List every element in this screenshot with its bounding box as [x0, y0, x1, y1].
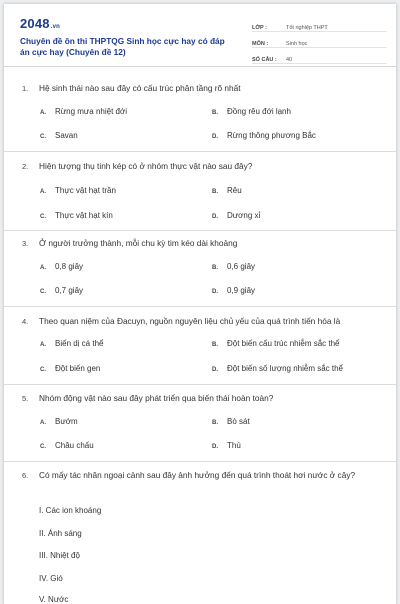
question-number: 5.: [22, 394, 29, 403]
question-text: Hiện tượng thụ tinh kép có ở nhóm thực vật nào sau đây?: [39, 161, 253, 171]
answer-option[interactable]: A. Rừng mưa nhiệt đới: [40, 107, 127, 116]
statement-item: IV. Gió: [39, 574, 63, 583]
statement-item: V. Nước: [39, 595, 69, 604]
meta-row-count: [252, 49, 387, 64]
question-text: Hệ sinh thái nào sau đây có cấu trúc phân tầng rõ nhất: [39, 83, 241, 93]
answer-option[interactable]: A. Biến dị cá thể: [40, 339, 104, 348]
answer-option[interactable]: C. Savan: [40, 131, 78, 140]
answer-option[interactable]: A. Thực vật hạt trần: [40, 186, 116, 195]
answer-option[interactable]: D. Thú: [212, 441, 241, 450]
answer-option[interactable]: B. Đồng rêu đới lạnh: [212, 107, 291, 116]
question-divider: [4, 306, 396, 307]
statement-item: I. Các ion khoáng: [39, 506, 102, 515]
meta-label: LỚP :: [252, 25, 267, 31]
answer-option[interactable]: C. Thực vật hạt kín: [40, 211, 113, 220]
meta-value: Tốt nghiệp THPT: [286, 25, 328, 31]
document-page: [4, 4, 396, 604]
meta-row-subject: [252, 33, 387, 48]
question-divider: [4, 151, 396, 152]
question-text: Có mấy tác nhân ngoại cảnh sau đây ảnh hưởng đến quá trình thoát hơi nước ở cây?: [39, 470, 356, 480]
question-divider: [4, 461, 396, 462]
answer-option[interactable]: A. 0,8 giây: [40, 262, 84, 271]
statement-item: II. Ánh sáng: [39, 529, 82, 538]
question-number: 1.: [22, 84, 29, 93]
answer-option[interactable]: B. Rêu: [212, 186, 242, 195]
statement-item: III. Nhiệt độ: [39, 551, 80, 560]
document-header: [4, 4, 396, 67]
document-title: Chuyên đề ôn thi THPTQG Sinh học cực hay có đáp án cực hay (Chuyên đề 12): [20, 36, 225, 57]
meta-value: 40: [286, 57, 293, 63]
meta-value: Sinh học: [286, 41, 308, 47]
meta-label: SỐ CÂU :: [252, 57, 277, 63]
answer-option[interactable]: D. Rừng thông phương Bắc: [212, 131, 316, 140]
question-number: 2.: [22, 162, 29, 171]
site-logo[interactable]: 2048.vn: [20, 16, 61, 31]
question-number: 6.: [22, 471, 29, 480]
document-meta: [252, 17, 387, 65]
question-text: Nhóm động vật nào sau đây phát triển qua biến thái hoàn toàn?: [39, 393, 274, 403]
answer-option[interactable]: D. Đột biến số lượng nhiễm sắc thể: [212, 364, 343, 373]
answer-option[interactable]: D. 0,9 giây: [212, 286, 256, 295]
answer-option[interactable]: C. Châu chấu: [40, 441, 94, 450]
meta-label: MÔN :: [252, 41, 269, 47]
answer-option[interactable]: C. Đột biến gen: [40, 364, 101, 373]
question-divider: [4, 384, 396, 385]
meta-row-class: [252, 17, 387, 32]
answer-option[interactable]: D. Dương xỉ: [212, 211, 261, 220]
question-text: Ở người trưởng thành, mỗi chu kỳ tim kéo dài khoảng: [39, 238, 238, 248]
answer-option[interactable]: B. Bò sát: [212, 417, 250, 426]
answer-option[interactable]: A. Bướm: [40, 417, 78, 426]
question-number: 4.: [22, 317, 29, 326]
answer-option[interactable]: C. 0,7 giây: [40, 286, 84, 295]
question-number: 3.: [22, 239, 29, 248]
answer-option[interactable]: B. 0,6 giây: [212, 262, 256, 271]
question-divider: [4, 230, 396, 231]
answer-option[interactable]: B. Đột biến cấu trúc nhiễm sắc thể: [212, 339, 340, 348]
question-text: Theo quan niệm của Đacuyn, nguồn nguyên liệu chủ yếu của quá trình tiến hóa là: [39, 316, 341, 326]
